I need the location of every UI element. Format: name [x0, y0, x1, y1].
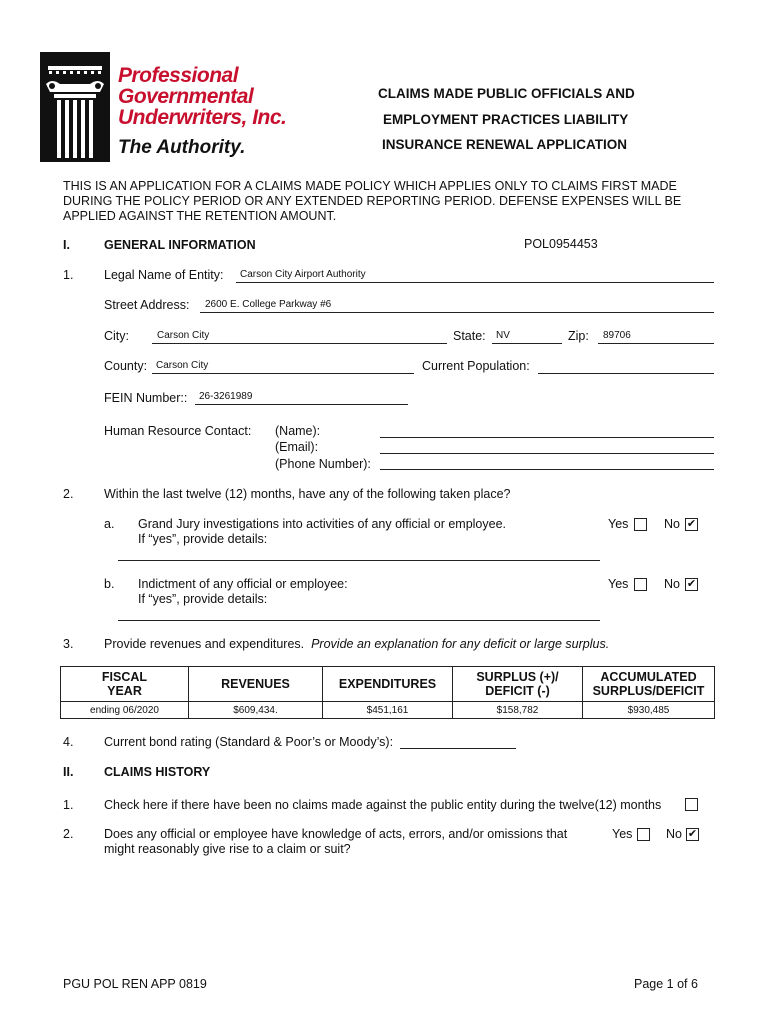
hr-phone-label: (Phone Number):: [275, 457, 371, 471]
legal-name-field[interactable]: Carson City Airport Authority: [240, 269, 366, 280]
zip-underline: [598, 343, 714, 344]
item-3-italic-note: Provide an explanation for any deficit or large surplus.: [311, 637, 610, 651]
city-field[interactable]: Carson City: [157, 330, 210, 341]
claims-item-2-yes-label: Yes: [612, 827, 633, 841]
section-2-title: CLAIMS HISTORY: [104, 765, 211, 779]
state-field[interactable]: NV: [496, 330, 510, 341]
county-underline: [152, 373, 414, 374]
item-2a-letter: a.: [104, 517, 115, 531]
header-surplus-deficit: SURPLUS (+)/ DEFICIT (-): [453, 667, 583, 702]
item-2a-yes-label: Yes: [608, 517, 629, 531]
footer-page-number: Page 1 of 6: [634, 977, 698, 991]
item-2b-details-field[interactable]: [118, 620, 600, 621]
cell-revenues[interactable]: $609,434.: [189, 702, 323, 719]
item-2b-no-checkbox[interactable]: [685, 578, 698, 591]
city-label: City:: [104, 329, 129, 343]
state-label: State:: [453, 329, 486, 343]
header-accumulated: ACCUMULATED SURPLUS/DEFICIT: [583, 667, 715, 702]
item-3-text: [104, 637, 609, 652]
claims-item-2-line-1: Does any official or employee have knowledge of acts, errors, and/or omissions that: [104, 827, 568, 841]
zip-field[interactable]: 89706: [603, 330, 631, 341]
claims-item-1-number: 1.: [63, 798, 74, 812]
logo-line-1: Professional: [118, 64, 239, 87]
county-field[interactable]: Carson City: [156, 360, 209, 371]
item-2b-no-label: No: [664, 577, 680, 591]
section-2-number: II.: [63, 765, 74, 779]
policy-number: POL0954453: [524, 237, 598, 251]
population-label: Current Population:: [422, 359, 530, 373]
fein-field[interactable]: 26-3261989: [199, 391, 253, 402]
item-3-instruction: Provide revenues and expenditures.: [104, 637, 305, 651]
cell-expenditures[interactable]: $451,161: [323, 702, 453, 719]
population-underline: [538, 373, 714, 374]
check-mark-icon: ✔: [686, 518, 697, 530]
hr-name-label: (Name):: [275, 424, 321, 438]
claims-item-2-number: 2.: [63, 827, 74, 841]
revenue-table: [60, 666, 715, 719]
header-expenditures: EXPENDITURES: [323, 667, 453, 702]
column-icon: [40, 52, 110, 162]
title-line-1: CLAIMS MADE PUBLIC OFFICIALS AND: [378, 86, 635, 101]
item-2a-details-field[interactable]: [118, 560, 600, 561]
no-claims-checkbox[interactable]: [685, 798, 698, 811]
zip-label: Zip:: [568, 329, 589, 343]
hr-contact-label: Human Resource Contact:: [104, 424, 252, 438]
hr-phone-field[interactable]: [380, 469, 714, 470]
item-2-number: 2.: [63, 487, 74, 501]
header-fiscal-year: FISCAL YEAR: [61, 667, 189, 702]
claims-item-2-no-label: No: [666, 827, 682, 841]
state-underline: [492, 343, 562, 344]
hr-email-label: (Email):: [275, 440, 319, 454]
legal-name-label: Legal Name of Entity:: [104, 268, 224, 282]
item-2b-letter: b.: [104, 577, 115, 591]
legal-name-underline: [236, 282, 714, 283]
hr-email-field[interactable]: [380, 453, 714, 454]
table-row: [61, 702, 715, 719]
item-3-number: 3.: [63, 637, 74, 651]
claims-item-2-yes-checkbox[interactable]: [637, 828, 650, 841]
item-2-text: Within the last twelve (12) months, have any of the following taken place?: [104, 487, 511, 501]
cell-accumulated[interactable]: $930,485: [583, 702, 715, 719]
street-field[interactable]: 2600 E. College Parkway #6: [205, 299, 332, 310]
item-2a-no-checkbox[interactable]: [685, 518, 698, 531]
logo-tagline: The Authority.: [118, 137, 246, 158]
title-line-2: EMPLOYMENT PRACTICES LIABILITY: [383, 112, 629, 127]
county-label: County:: [104, 359, 148, 373]
item-2a-subtext: If “yes”, provide details:: [138, 532, 268, 546]
hr-name-field[interactable]: [380, 437, 714, 438]
street-label: Street Address:: [104, 298, 190, 312]
item-2a-no-label: No: [664, 517, 680, 531]
title-line-3: INSURANCE RENEWAL APPLICATION: [382, 137, 628, 152]
intro-line-3: APPLIED AGAINST THE RETENTION AMOUNT.: [63, 209, 337, 223]
intro-line-1: THIS IS AN APPLICATION FOR A CLAIMS MADE POLICY WHICH APPLIES ONLY TO CLAIMS FIRST MADE: [63, 179, 677, 193]
claims-item-2-line-2: might reasonably give rise to a claim or suit?: [104, 842, 351, 856]
bond-rating-field[interactable]: [400, 748, 516, 749]
claims-item-2-no-checkbox[interactable]: [686, 828, 699, 841]
intro-line-2: DURING THE POLICY PERIOD OR ANY EXTENDED REPORTING PERIOD. DEFENSE EXPENSES WILL BE: [63, 194, 682, 208]
section-1-number: I.: [63, 238, 70, 252]
check-mark-icon: ✔: [686, 578, 697, 590]
table-header-row: [61, 667, 715, 702]
item-2b-subtext: If “yes”, provide details:: [138, 592, 268, 606]
section-1-title: GENERAL INFORMATION: [104, 238, 256, 252]
item-2b-yes-label: Yes: [608, 577, 629, 591]
logo-emblem: [40, 52, 110, 162]
item-2b-yes-checkbox[interactable]: [634, 578, 647, 591]
header-revenues: REVENUES: [189, 667, 323, 702]
fein-label: FEIN Number::: [104, 391, 188, 405]
item-2a-yes-checkbox[interactable]: [634, 518, 647, 531]
logo-line-3: Underwriters, Inc.: [118, 106, 287, 129]
item-2a-text: Grand Jury investigations into activities of any official or employee.: [138, 517, 507, 531]
item-2b-text: Indictment of any official or employee:: [138, 577, 348, 591]
item-1-number: 1.: [63, 268, 74, 282]
item-4-text: Current bond rating (Standard & Poor’s or Moody’s):: [104, 735, 394, 749]
fein-underline: [195, 404, 408, 405]
item-4-number: 4.: [63, 735, 74, 749]
logo-line-2: Governmental: [118, 85, 254, 108]
street-underline: [200, 312, 714, 313]
cell-surplus-deficit[interactable]: $158,782: [453, 702, 583, 719]
check-mark-icon: ✔: [687, 828, 698, 840]
cell-fiscal-year[interactable]: ending 06/2020: [61, 702, 189, 719]
claims-item-1-text: Check here if there have been no claims made against the public entity during the twelve(12) months: [104, 798, 662, 812]
city-underline: [152, 343, 447, 344]
footer-form-id: PGU POL REN APP 0819: [63, 977, 207, 991]
